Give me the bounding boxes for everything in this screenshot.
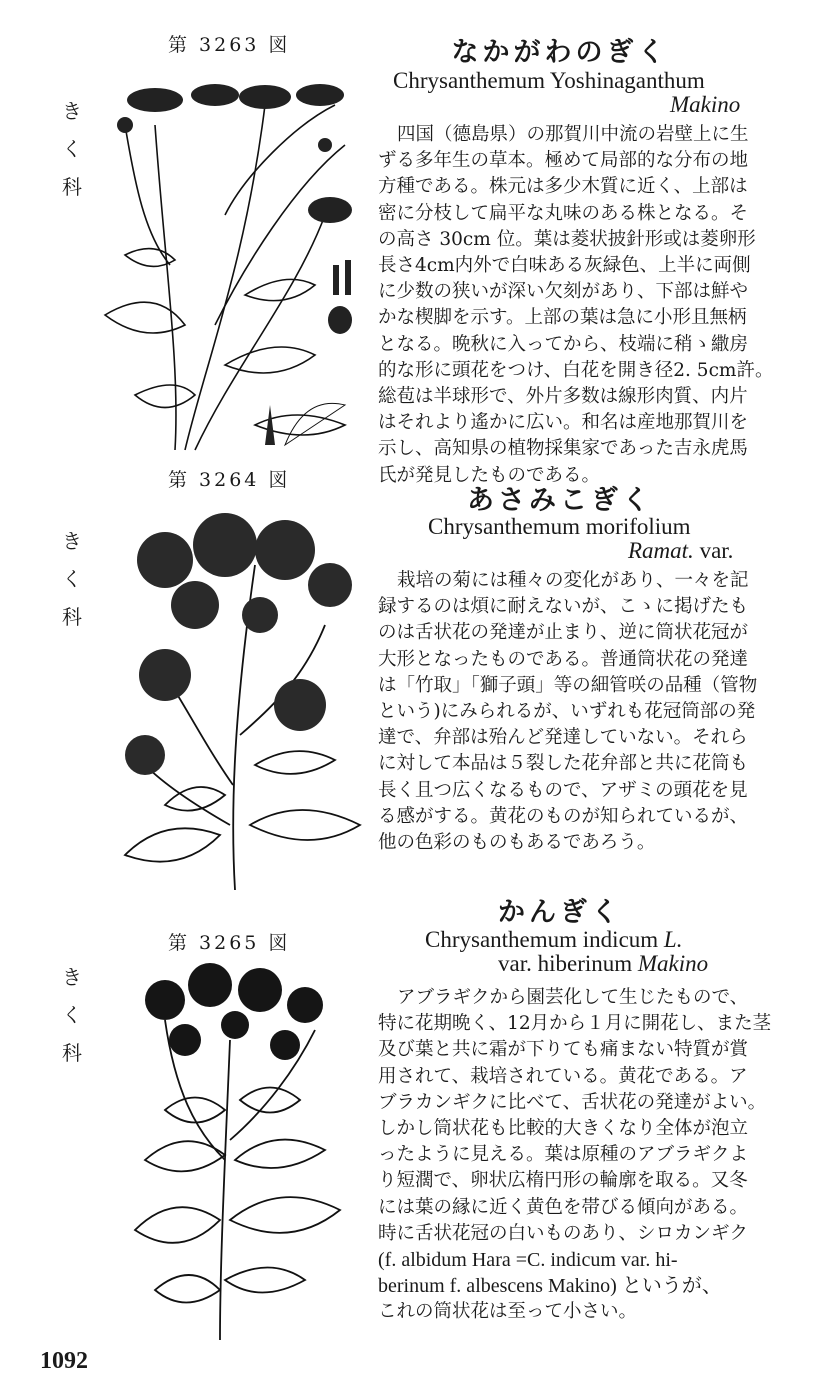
- family-char: く: [62, 1003, 82, 1027]
- latin-name: [425, 927, 682, 953]
- species-title: あさみこぎく: [467, 485, 653, 516]
- author-name: Ramat.: [628, 538, 694, 563]
- text-line: に対して本品は５裂した花弁部と共に花筒も: [378, 753, 749, 775]
- text-line: ったように見える。葉は原種のアブラギクよ: [378, 1144, 749, 1166]
- latin-variety: [498, 951, 708, 977]
- text-line: には葉の縁に近く黄色を帯びる傾向がある。: [378, 1196, 749, 1218]
- text-line: 他の色彩のものもあるであろう。: [378, 832, 656, 854]
- text-line: 長さ4cm内外で白味ある灰緑色、上半に両側: [378, 255, 751, 277]
- family-char: く: [62, 567, 82, 591]
- text-line: (f. albidum Hara =C. indicum var. hi-: [378, 1249, 678, 1272]
- text-line: り短濶で、卵状広楕円形の輪廓を取る。又冬: [378, 1170, 748, 1192]
- text-line: 方種である。株元は多少木質に近く、上部は: [378, 176, 748, 198]
- text-line: berinum f. albescens Makino) というが、: [378, 1275, 722, 1298]
- text-line: 及び葉と共に霜が下りても痛まない特質が賞: [378, 1039, 749, 1061]
- illustration-asamikogiku: [105, 505, 370, 890]
- text-line: 的な形に頭花をつけ、白花を開き径2. 5cm許。: [378, 359, 774, 381]
- illustration-kangiku: [115, 960, 355, 1340]
- description: [378, 985, 790, 1326]
- text-line: 特に花期晩く、12月から１月に開花し、また茎: [378, 1013, 772, 1035]
- family-label: [60, 958, 84, 1072]
- family-char: 科: [62, 605, 82, 629]
- text-line: 大形となったものである。普通筒状花の発達: [378, 648, 749, 670]
- figure-label-3265: 第 3265 図: [168, 932, 291, 954]
- text-line: となる。晩秋に入ってから、枝端に稍ゝ繖房: [378, 333, 749, 355]
- text-line: は「竹取」「獅子頭」等の細管咲の品種（管物: [378, 674, 758, 696]
- text-line: のは舌状花の発達が止まり、逆に筒状花冠が: [378, 622, 749, 644]
- latin-rank: var.: [693, 538, 734, 563]
- text-line: る感がする。黄花のものが知られているが、: [378, 805, 749, 827]
- text-line: 四国（德島県）の那賀川中流の岩壁上に生: [397, 124, 749, 145]
- text-line: 達で、弁部は殆んど発達していない。それら: [378, 727, 748, 749]
- latin-genus-species: Chrysanthemum indicum: [425, 927, 664, 952]
- text-line: かな楔脚を示す。上部の葉は急に小形且無柄: [378, 307, 747, 329]
- variety-name: var. hiberinum: [498, 951, 638, 976]
- species-title: かんぎく: [498, 897, 622, 928]
- text-line: 用されて、栽培されている。黄花である。ア: [378, 1065, 748, 1087]
- author-name: L.: [663, 927, 683, 952]
- text-line: ずる多年生の草本。極めて局部的な分布の地: [378, 150, 749, 172]
- text-line: 長く且つ広くなるもので、アザミの頭花を見: [378, 779, 748, 801]
- text-line: これの筒状花は至って小さい。: [378, 1301, 638, 1323]
- family-label: [60, 92, 84, 206]
- family-char: 科: [62, 1041, 82, 1065]
- text-line: アブラギクから園芸化して生じたもので、: [397, 987, 749, 1008]
- description: [378, 122, 790, 489]
- page-number: 1092: [40, 1348, 88, 1374]
- family-char: く: [62, 137, 82, 161]
- figure-label-3263: 第 3263 図: [168, 34, 291, 56]
- text-line: 密に分枝して扁平な丸味のある株となる。そ: [378, 202, 749, 224]
- author-name: Makino: [670, 92, 741, 117]
- text-line: 栽培の菊には種々の変化があり、一々を記: [397, 570, 749, 591]
- text-line: という)にみられるが、いずれも花冠筒部の発: [378, 701, 756, 723]
- family-char: き: [62, 99, 82, 123]
- figure-label-3264: 第 3264 図: [168, 469, 291, 491]
- author-name: Makino: [637, 951, 709, 976]
- latin-name: Chrysanthemum Yoshinaganthum: [393, 68, 705, 93]
- family-char: 科: [62, 175, 82, 199]
- text-line: 総苞は半球形で、外片多数は線形肉質、内片: [378, 386, 748, 408]
- text-line: 氏が発見したものである。: [378, 464, 601, 486]
- text-line: はそれより遙かに広い。和名は産地那賀川を: [378, 412, 749, 434]
- text-line: 時に舌状花冠の白いものあり、シロカンギク: [378, 1222, 749, 1244]
- text-line: 示し、高知県の植物採集家であった吉永虎馬: [378, 438, 748, 460]
- illustration-nakagawanogiku: [95, 65, 375, 455]
- text-line: に少数の狭いが深い欠刻があり、下部は鮮や: [378, 281, 749, 303]
- family-char: き: [62, 529, 82, 553]
- text-line: の高さ 30cm 位。葉は菱状披針形或は菱卵形: [378, 228, 756, 250]
- species-title: なかがわのぎく: [451, 37, 669, 68]
- family-char: き: [62, 965, 82, 989]
- text-line: 録するのは煩に耐えないが、こゝに掲げたも: [378, 596, 749, 618]
- text-line: しかし筒状花も比較的大きくなり全体が泡立: [378, 1118, 749, 1140]
- latin-name: Chrysanthemum morifolium: [428, 514, 691, 539]
- text-line: ブラカンギクに比べて、舌状花の発達がよい。: [378, 1091, 767, 1113]
- description: [378, 568, 790, 856]
- family-label: [60, 522, 84, 636]
